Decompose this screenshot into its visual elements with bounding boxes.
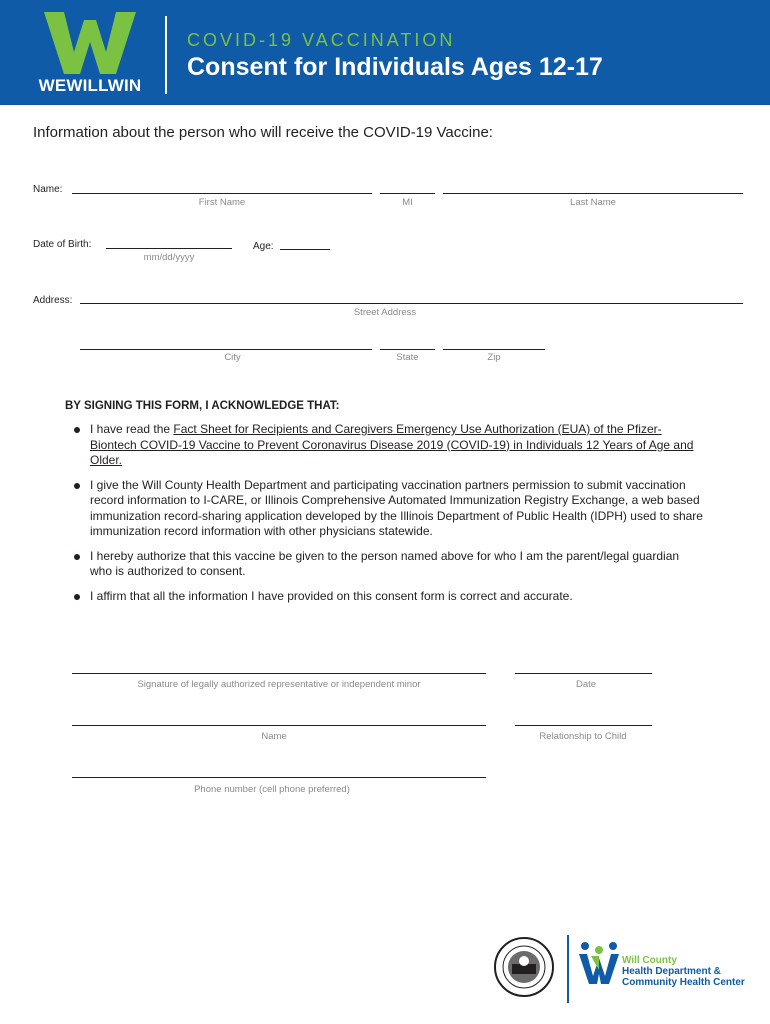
last-name-caption: Last Name xyxy=(570,197,616,208)
people-w-icon xyxy=(577,940,621,986)
health-department-name: Will County Health Department & Community Health Center xyxy=(622,955,745,988)
logo-wordmark: WEWILLWIN xyxy=(38,76,142,95)
relationship-caption: Relationship to Child xyxy=(539,731,627,742)
date-field[interactable] xyxy=(515,673,652,674)
state-field[interactable] xyxy=(380,349,435,350)
city-field[interactable] xyxy=(80,349,372,350)
name-caption: Name xyxy=(261,731,287,742)
we-will-win-logo xyxy=(30,12,150,98)
acknowledgement-item: I affirm that all the information I have provided on this consent form is correct and accurate. xyxy=(74,589,704,605)
dob-caption: mm/dd/yyyy xyxy=(143,252,195,263)
bullet-icon xyxy=(74,483,80,489)
acknowledgement-item: I have read the Fact Sheet for Recipients and Caregivers Emergency Use Authorization (EUA) of the Pfizer-Biontech COVID-19 Vaccine to Prevent Coronavirus Disease 2019 (COVID-19) in Individuals 12 Years of Age and Older. xyxy=(74,422,704,469)
bullet-icon xyxy=(74,594,80,600)
acknowledgement-heading: BY SIGNING THIS FORM, I ACKNOWLEDGE THAT: xyxy=(65,400,340,412)
bullet-icon xyxy=(74,554,80,560)
last-name-field[interactable] xyxy=(443,193,743,194)
acknowledgement-item: I give the Will County Health Department and participating vaccination partners permission to submit vaccination record information to I-CARE, or Illinois Comprehensive Automated Immunization Registry Exchange, a web based immunization record-sharing application developed by the Illinois Department of Public Health (IDPH) used to share immunization record information with other physicians statewide. xyxy=(74,478,704,540)
relationship-field[interactable] xyxy=(515,725,652,726)
intro-text: Information about the person who will receive the COVID-19 Vaccine: xyxy=(33,124,493,141)
first-name-caption: First Name xyxy=(198,197,246,208)
bullet-icon xyxy=(74,427,80,433)
dob-label: Date of Birth: xyxy=(33,239,92,250)
acknowledgement-item: I hereby authorize that this vaccine be given to the person named above for who I am the parent/legal guardian who is authorized to consent. xyxy=(74,549,704,580)
signature-caption: Signature of legally authorized representative or independent minor xyxy=(137,679,421,690)
address-label: Address: xyxy=(33,295,73,306)
mi-caption: MI xyxy=(402,197,413,208)
header-kicker: COVID-19 VACCINATION xyxy=(187,30,456,50)
w-logo-icon xyxy=(44,12,136,78)
city-caption: City xyxy=(224,352,241,363)
header-banner xyxy=(0,0,770,105)
page-title: Consent for Individuals Ages 12-17 xyxy=(187,53,603,81)
age-label: Age: xyxy=(253,241,274,252)
age-field[interactable] xyxy=(280,249,330,250)
header-divider xyxy=(165,16,167,94)
state-caption: State xyxy=(396,352,419,363)
acknowledgement-list xyxy=(74,422,704,613)
health-department-logo xyxy=(577,940,621,991)
dob-field[interactable] xyxy=(106,248,232,249)
mi-field[interactable] xyxy=(380,193,435,194)
date-caption: Date xyxy=(575,679,597,690)
name-signature-field[interactable] xyxy=(72,725,486,726)
footer-divider xyxy=(567,935,569,1003)
street-address-field[interactable] xyxy=(80,303,743,304)
fact-sheet-link[interactable]: Fact Sheet for Recipients and Caregivers Emergency Use Authorization (EUA) of the Pfizer-Biontech COVID-19 Vaccine to Prevent Coronavirus Disease 2019 (COVID-19) in Individuals 12 Years of Age and Older. xyxy=(90,422,694,467)
zip-caption: Zip xyxy=(487,352,501,363)
signature-field[interactable] xyxy=(72,673,486,674)
phone-field[interactable] xyxy=(72,777,486,778)
name-label: Name: xyxy=(33,184,63,195)
phone-caption: Phone number (cell phone preferred) xyxy=(194,784,350,795)
first-name-field[interactable] xyxy=(72,193,372,194)
zip-field[interactable] xyxy=(443,349,545,350)
street-address-caption: Street Address xyxy=(353,307,417,318)
county-seal-icon xyxy=(494,937,554,997)
